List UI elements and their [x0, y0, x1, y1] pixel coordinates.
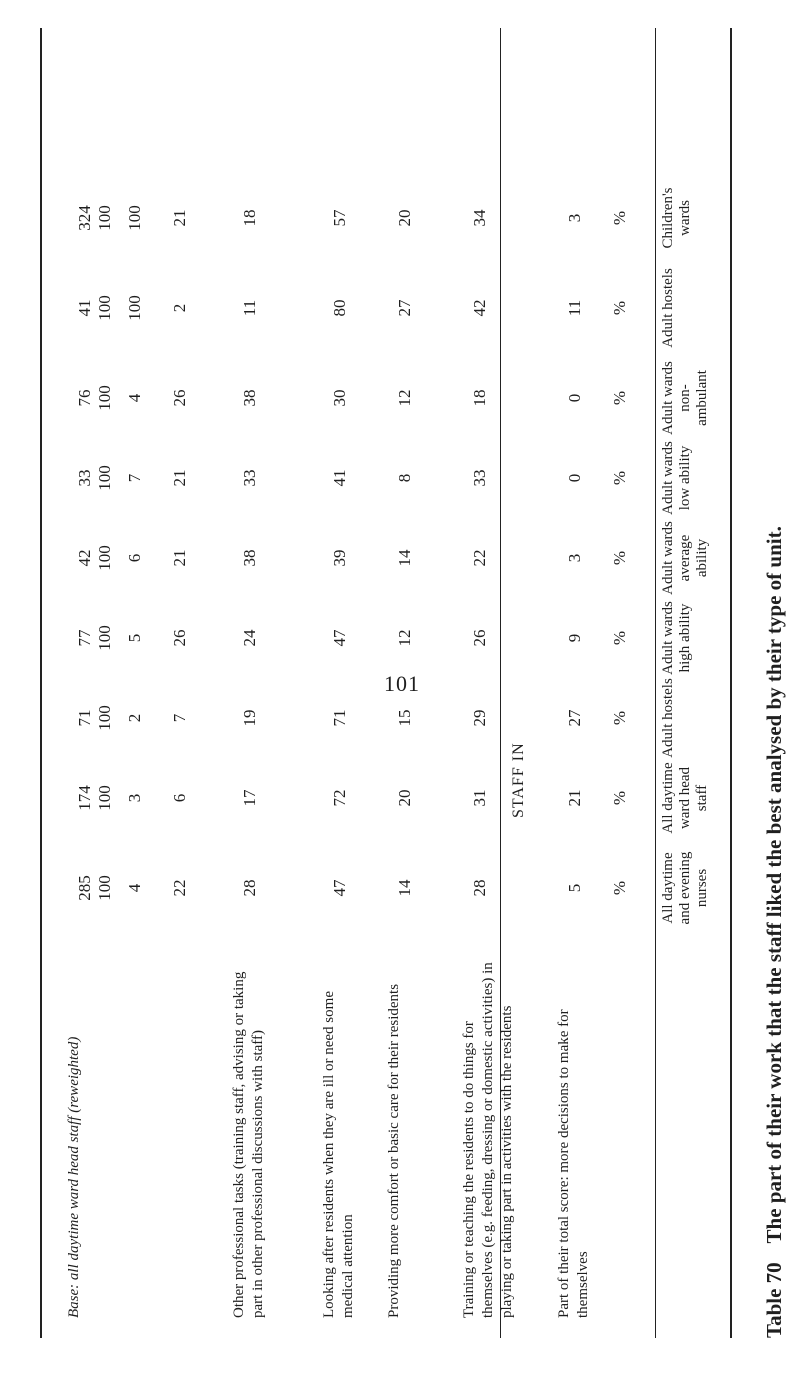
percent-symbol: %	[610, 630, 629, 646]
table-cell: 7	[125, 473, 144, 483]
table-cell: 47	[330, 629, 349, 647]
row-label: Other professional tasks (training staff, advising or taking part in other professional discussions with staff)	[231, 971, 266, 1318]
top-rule	[730, 28, 732, 1338]
table-cell: 27	[395, 299, 414, 317]
total-cell: 100	[95, 705, 114, 731]
page-number: 101	[384, 671, 420, 696]
percent-symbol: %	[610, 790, 629, 806]
table-cell: 22	[170, 879, 189, 897]
table-cell: 3	[125, 793, 144, 803]
table-cell: 24	[240, 629, 259, 647]
table-cell: 42	[470, 299, 489, 317]
row-label: Base: all daytime ward head staff (reweighted)	[66, 1036, 82, 1318]
table-cell: 285	[75, 875, 94, 901]
table-cell: 34	[470, 209, 489, 227]
table-caption	[762, 526, 787, 1338]
table-cell: 18	[470, 389, 489, 407]
percent-symbol: %	[610, 470, 629, 486]
staff-in-header: STAFF IN	[510, 742, 527, 818]
table-cell: 4	[125, 393, 144, 403]
column-header: All daytime and evening nurses	[660, 851, 710, 925]
table-cell: 14	[395, 549, 414, 567]
table-cell: 76	[75, 389, 94, 407]
table-cell: 14	[395, 879, 414, 897]
table-cell: 100	[125, 205, 144, 231]
column-header: Adult wards non-ambulant	[660, 361, 710, 435]
column-header: Adult wards average ability	[660, 521, 710, 595]
column-header: Children's wards	[660, 187, 693, 249]
percent-symbol: %	[610, 210, 629, 226]
table-cell: 324	[75, 205, 94, 231]
total-cell: 100	[95, 385, 114, 411]
table-cell: 38	[240, 389, 259, 407]
table-title: The part of their work that the staff liked the best analysed by their type of unit.	[762, 526, 786, 1244]
table-cell: 5	[125, 633, 144, 643]
table-cell: 30	[330, 389, 349, 407]
table-cell: 38	[240, 549, 259, 567]
total-cell: 100	[95, 785, 114, 811]
table-cell: 0	[565, 393, 584, 403]
table-cell: 12	[395, 629, 414, 647]
table-cell: 174	[75, 785, 94, 811]
table-cell: 3	[565, 213, 584, 223]
column-header: Adult hostels	[660, 268, 676, 348]
table-cell: 21	[565, 789, 584, 807]
table-cell: 2	[125, 713, 144, 723]
table-cell: 4	[125, 883, 144, 893]
table-cell: 15	[395, 709, 414, 727]
table-cell: 57	[330, 209, 349, 227]
table-cell: 28	[470, 879, 489, 897]
table-cell: 41	[330, 469, 349, 487]
table-cell: 3	[565, 553, 584, 563]
total-cell: 100	[95, 545, 114, 571]
table-cell: 27	[565, 709, 584, 727]
percent-symbol: %	[610, 550, 629, 566]
table-cell: 41	[75, 299, 94, 317]
table-cell: 33	[240, 469, 259, 487]
table-cell: 39	[330, 549, 349, 567]
table-cell: 17	[240, 789, 259, 807]
column-header: Adult wards high ability	[660, 601, 693, 675]
table-cell: 22	[470, 549, 489, 567]
table-cell: 80	[330, 299, 349, 317]
table-cell: 71	[330, 709, 349, 727]
column-header: Adult hostels	[660, 678, 676, 758]
table-cell: 72	[330, 789, 349, 807]
table-cell: 71	[75, 709, 94, 727]
total-cell: 100	[95, 625, 114, 651]
table-cell: 20	[395, 789, 414, 807]
table-cell: 33	[470, 469, 489, 487]
table-cell: 12	[395, 389, 414, 407]
row-label: Training or teaching the residents to do things for themselves (e.g. feeding, dressing or domestic activities) in playing or taking part in activities with the residents	[461, 962, 515, 1318]
table-cell: 19	[240, 709, 259, 727]
table-cell: 21	[170, 549, 189, 567]
table-cell: 100	[125, 295, 144, 321]
percent-symbol: %	[610, 880, 629, 896]
table-number: Table 70	[762, 1262, 786, 1338]
row-label: Part of their total score: more decisions to make for themselves	[556, 1009, 591, 1318]
bottom-rule	[40, 28, 42, 1338]
table-cell: 26	[470, 629, 489, 647]
table-cell: 11	[565, 299, 584, 317]
table-cell: 6	[170, 793, 189, 803]
table-cell: 47	[330, 879, 349, 897]
total-cell: 100	[95, 205, 114, 231]
percent-symbol: %	[610, 710, 629, 726]
table-cell: 26	[170, 629, 189, 647]
table-cell: 29	[470, 709, 489, 727]
row-label: Providing more comfort or basic care for their residents	[386, 983, 402, 1318]
table-cell: 5	[565, 883, 584, 893]
table-cell: 2	[170, 303, 189, 313]
table-cell: 28	[240, 879, 259, 897]
table-cell: 21	[170, 209, 189, 227]
table-cell: 18	[240, 209, 259, 227]
table-cell: 6	[125, 553, 144, 563]
total-cell: 100	[95, 295, 114, 321]
table-cell: 31	[470, 789, 489, 807]
table-cell: 21	[170, 469, 189, 487]
column-header: All daytime ward head staff	[660, 762, 710, 834]
total-cell: 100	[95, 465, 114, 491]
percent-symbol: %	[610, 300, 629, 316]
row-label: Looking after residents when they are ill or need some medical attention	[321, 991, 356, 1318]
header-rule	[655, 28, 656, 1338]
table-cell: 11	[240, 299, 259, 317]
table-cell: 8	[395, 473, 414, 483]
total-cell: 100	[95, 875, 114, 901]
table-cell: 33	[75, 469, 94, 487]
table-cell: 77	[75, 629, 94, 647]
table-cell: 42	[75, 549, 94, 567]
table-cell: 9	[565, 633, 584, 643]
table-cell: 7	[170, 713, 189, 723]
table-cell: 0	[565, 473, 584, 483]
column-header: Adult wards low ability	[660, 441, 693, 515]
percent-symbol: %	[610, 390, 629, 406]
table-cell: 26	[170, 389, 189, 407]
table-cell: 20	[395, 209, 414, 227]
